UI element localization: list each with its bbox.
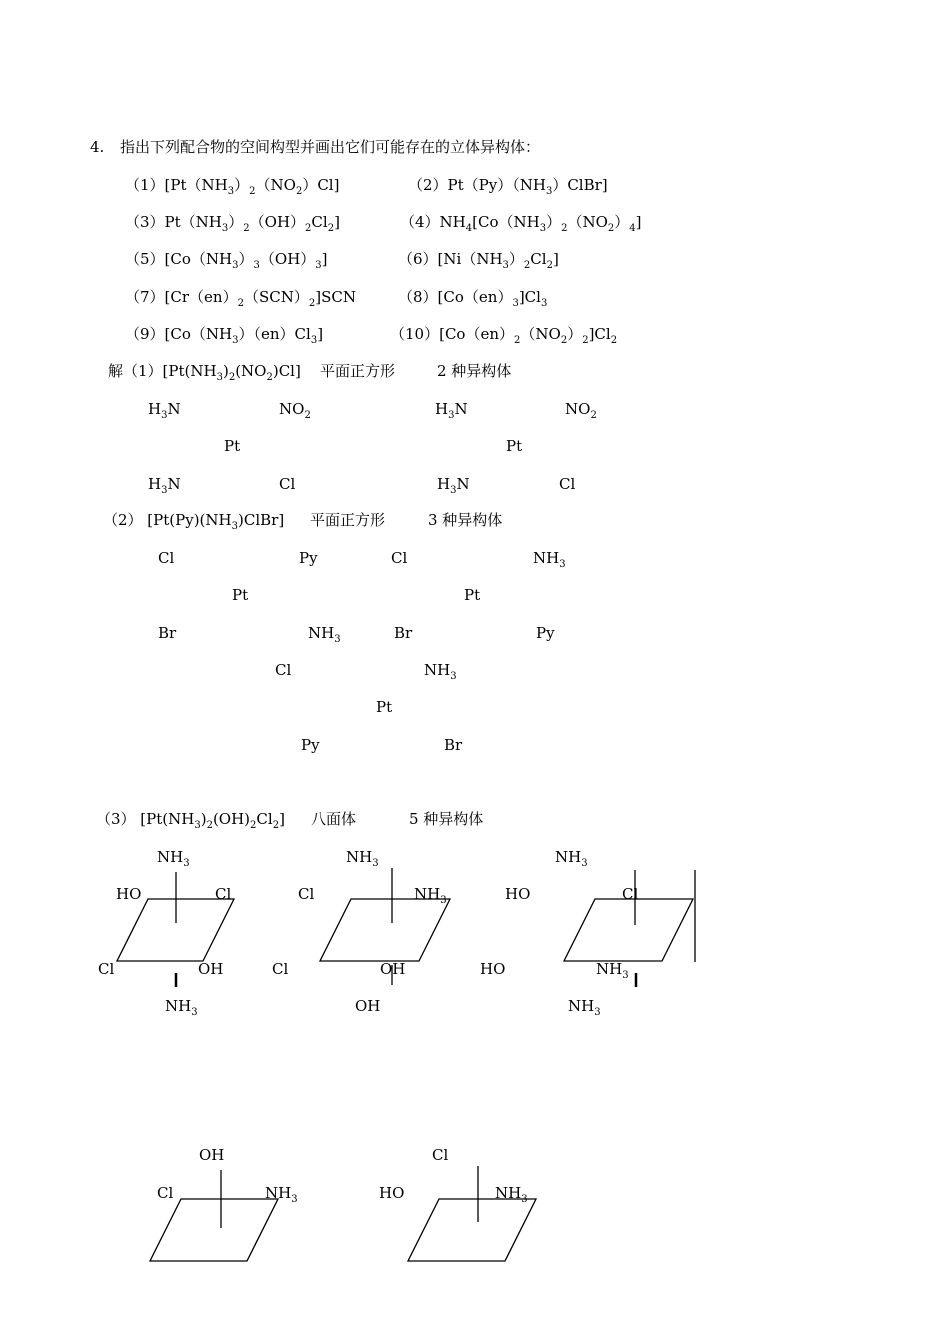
oct4-top-oh: OH [199,1146,225,1164]
a2-i1-nh3: $NH_3$ [308,624,341,645]
answer3-isomers: 5 种异构体 [409,810,484,828]
a1-i2-h3n-bottom: $H_3N$ [437,475,470,496]
oct1-bottom-nh3: $NH_3$ [165,997,198,1018]
a2-i1-py: Py [299,549,318,567]
a2-i2-py: Py [536,624,555,642]
item-6: $(6)[Ni(NH_3)_2Cl_2]$ [398,250,559,271]
oct3-ho: HO [505,885,531,903]
oct2-cl-left: Cl [298,885,315,903]
oct2-bottom-oh: OH [355,997,381,1015]
oct5-top-cl: Cl [432,1146,449,1164]
a2-i2-nh3: $NH_3$ [533,549,566,570]
oct2-plane [320,899,450,961]
a2-i2-br: Br [394,624,413,642]
oct1-top-nh3: $NH_3$ [157,848,190,869]
item-5: $(5)[Co(NH_3)_3(OH)_3]$ [125,250,328,271]
item-9: $(9)[Co(NH_3)(en)Cl_3]$ [125,325,324,346]
answer3-shape: 八面体 [311,810,357,828]
answer1-shape: 平面正方形 [320,362,396,380]
a1-i2-cl: Cl [559,475,576,493]
oct5-nh3: $NH_3$ [495,1184,528,1205]
oct1-ho: HO [116,885,142,903]
oct3-cl: Cl [622,885,639,903]
item-7: $(7)[Cr(en)_2(SCN)_2]SCN$ [125,288,356,309]
oct3-top-nh3: $NH_3$ [555,848,588,869]
oct2-cl-bottom: Cl [272,960,289,978]
a2-i1-cl: Cl [158,549,175,567]
a1-i1-h3n-bottom: $H_3N$ [148,475,181,496]
a1-i1-pt: Pt [224,437,241,455]
oct2-nh3-right: $NH_3$ [414,885,447,906]
answer1-head: 解$(1)[Pt(NH_3)_2(NO_2)Cl]$ [108,362,301,383]
oct4-plane [150,1199,278,1261]
item-8: $(8)[Co(en)_3]Cl_3$ [398,288,548,309]
a1-i2-no2: $NO_2$ [565,400,597,421]
oct4-cl: Cl [157,1184,174,1202]
a2-i2-pt: Pt [464,586,481,604]
a1-i2-pt: Pt [506,437,523,455]
answer2-isomers: 3 种异构体 [428,511,503,529]
oct3-nh3-plane: $NH_3$ [596,960,629,981]
oct4-nh3: $NH_3$ [265,1184,298,1205]
oct3-ho-bottom: HO [480,960,506,978]
a1-i1-h3n-top: $H_3N$ [148,400,181,421]
oct3-plane [564,899,693,961]
oct2-oh-plane: OH [380,960,406,978]
item-4: $(4)NH_4[Co(NH_3)_2(NO_2)_4]$ [400,213,642,234]
a2-i3-cl: Cl [275,661,292,679]
question-number: 4. [90,138,105,156]
a2-i3-py: Py [301,736,320,754]
a1-i1-no2: $NO_2$ [279,400,311,421]
item-3: $(3)Pt(NH_3)_2(OH)_2Cl_2$] [125,213,340,234]
oct5-plane [408,1199,536,1261]
item-10: $(10)[Co(en)_2(NO_2)_2]Cl_2$ [390,325,618,346]
a1-i2-h3n-top: $H_3N$ [435,400,468,421]
oct3-bottom-nh3: $NH_3$ [568,997,601,1018]
answer2-head: （2） $[Pt(Py)(NH_3)ClBr]$ [103,511,285,532]
a2-i2-cl: Cl [391,549,408,567]
answer3-head: （3） $[Pt(NH_3)_2(OH)_2Cl_2]$ [96,810,285,831]
answer2-shape: 平面正方形 [310,511,386,529]
a1-i1-cl: Cl [279,475,296,493]
oct5-ho: HO [379,1184,405,1202]
oct1-oh: OH [198,960,224,978]
a2-i3-pt: Pt [376,698,393,716]
a2-i1-pt: Pt [232,586,249,604]
oct1-cl-left: Cl [98,960,115,978]
answer1-isomers: 2 种异构体 [437,362,512,380]
oct2-top-nh3: $NH_3$ [346,848,379,869]
oct1-cl-right: Cl [215,885,232,903]
question-text: 指出下列配合物的空间构型并画出它们可能存在的立体异构体： [120,138,541,156]
a2-i1-br: Br [158,624,177,642]
item-1: $(1)[Pt(NH_3)_2(NO_2)Cl]$ [125,176,340,197]
item-2: $(2)Pt(Py)(NH_3)ClBr$] [408,176,608,197]
a2-i3-br: Br [444,736,463,754]
a2-i3-nh3: $NH_3$ [424,661,457,682]
